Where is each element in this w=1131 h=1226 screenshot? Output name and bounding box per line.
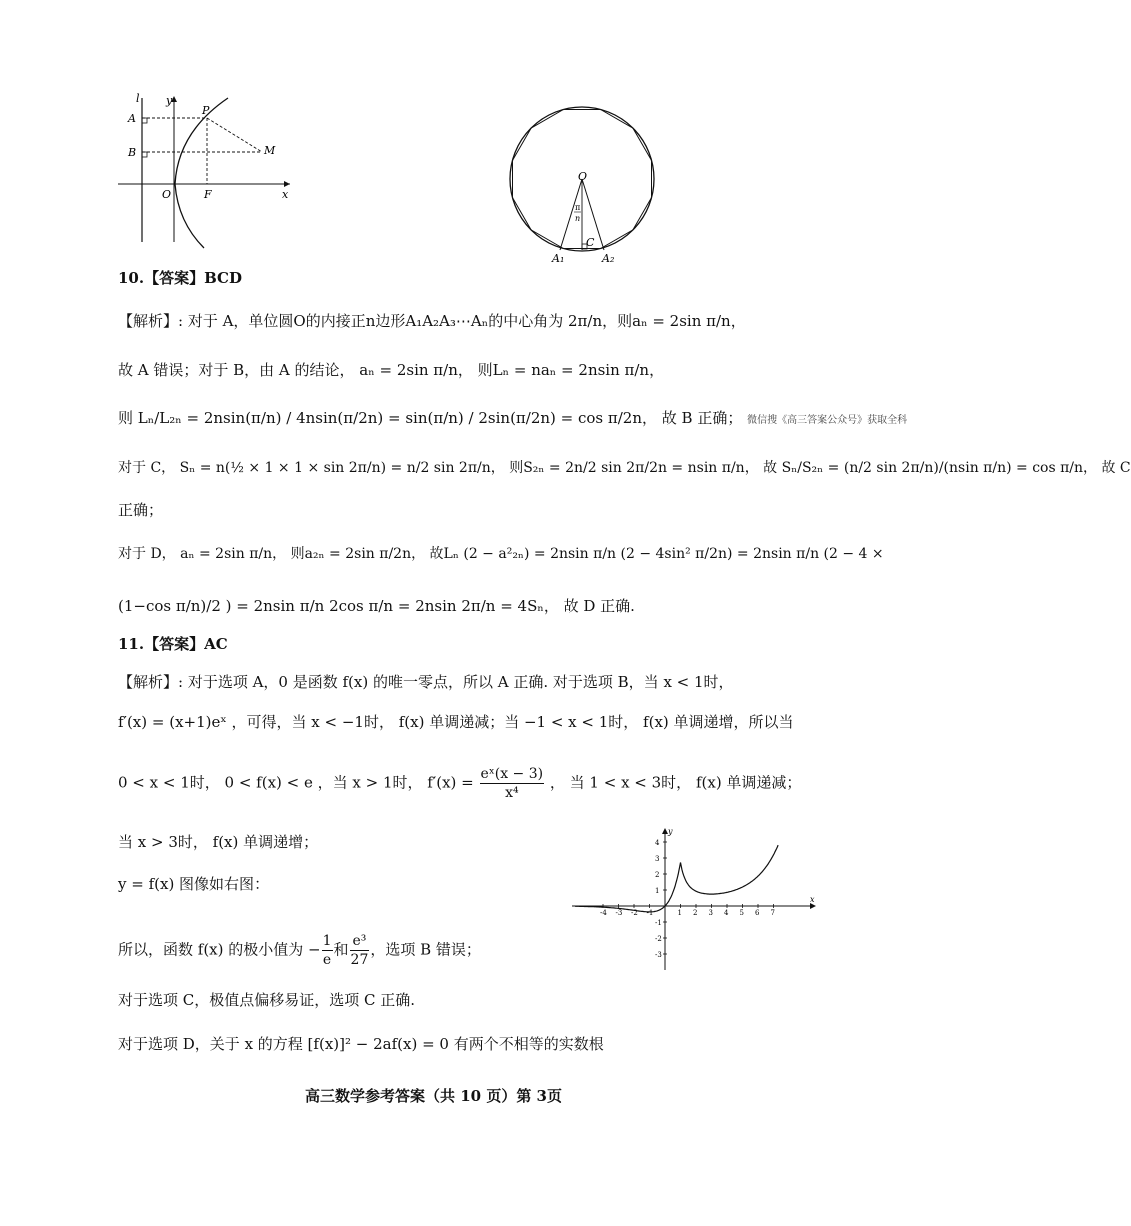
page-footer: 高三数学参考答案（共 10 页）第 3页 (305, 1087, 562, 1105)
frac1-num: 1 (322, 933, 332, 949)
q11-line-1: 【解析】: 对于选项 A，0 是函数 f(x) 的唯一零点，所以 A 正确. 对于选项 B，当 x < 1时， (118, 673, 734, 691)
label-P: P (202, 104, 210, 117)
label-y: y (166, 94, 173, 107)
q11-line-3b: ， 当 1 < x < 3时， f(x) 单调递减； (549, 773, 802, 792)
y-tick-label: 2 (655, 871, 660, 879)
q11-line-3a: 0 < x < 1时， 0 < f(x) < e ，当 x > 1时， f′(x) = (118, 773, 474, 792)
y-axis-label: y (668, 827, 673, 836)
q11-frac-numerator: eˣ(x − 3) (480, 766, 544, 782)
q10-line-1: 【解析】: 对于 A，单位圆O的内接正n边形A₁A₂A₃⋯Aₙ的中心角为 2π/n，则aₙ = 2sin π/n， (118, 312, 746, 330)
q11-fraction-e3-over-27 (350, 932, 370, 969)
q10-watermark-note: 微信搜《高三答案公众号》获取全科 (747, 415, 908, 426)
q11-and: 和 (333, 940, 349, 959)
q11-line-4: 当 x > 3时， f(x) 单调递增； (118, 833, 319, 851)
label-A1: A₁ (552, 252, 565, 265)
q11-derivative-fraction (480, 765, 545, 802)
q10-heading: 10.【答案】BCD (118, 269, 242, 287)
x-tick-label: 5 (739, 909, 744, 917)
q11-line-7: 对于选项 C，极值点偏移易证，选项 C 正确. (118, 991, 416, 1009)
y-tick-label: 4 (655, 839, 660, 847)
function-curve (575, 845, 778, 912)
q11-line-6b: ，选项 B 错误； (370, 940, 481, 959)
q10-line-5: 正确； (118, 501, 164, 519)
y-tick-label: 3 (655, 855, 660, 863)
function-graph (572, 826, 818, 972)
label-C: C (586, 236, 595, 249)
parabola-figure (118, 92, 298, 252)
q11-line-6 (118, 932, 481, 969)
label-O: O (578, 170, 588, 183)
label-F: F (204, 188, 212, 201)
q11-frac-denominator: x⁴ (505, 785, 519, 801)
y-tick-label: -3 (655, 951, 662, 959)
q11-line-5: y = f(x) 图像如右图： (118, 875, 270, 893)
q11-line-6a: 所以，函数 f(x) 的极小值为 − (118, 940, 321, 959)
x-tick-label: 3 (708, 909, 713, 917)
label-angle-num: π (575, 203, 581, 212)
y-tick-label: 1 (655, 887, 660, 895)
label-M: M (264, 144, 276, 157)
x-tick-label: 6 (755, 909, 760, 917)
y-tick-label: -1 (655, 919, 662, 927)
x-tick-label: -2 (631, 909, 638, 917)
label-l: l (136, 92, 140, 105)
q10-line-7: (1−cos π/n)/2 ) = 2nsin π/n 2cos π/n = 2nsin 2π/n = 4Sₙ， 故 D 正确. (118, 597, 635, 615)
q10-line-4: 对于 C， Sₙ = n(½ × 1 × 1 × sin 2π/n) = n/2 sin 2π/n， 则S₂ₙ = 2n/2 sin 2π/2n = nsin π/n， 故 Sₙ/S₂ₙ = (n/2 sin 2π/n)/(nsin π/n) = cos π/n， 故 C (118, 460, 1131, 476)
x-tick-label: 1 (677, 909, 682, 917)
q11-line-3 (118, 765, 801, 802)
label-A2: A₂ (602, 252, 615, 265)
polygon-figure (504, 100, 670, 266)
q10-line-2: 故 A 错误；对于 B，由 A 的结论， aₙ = 2sin π/n， 则Lₙ = naₙ = 2nsin π/n， (118, 361, 665, 379)
label-A: A (128, 112, 136, 125)
x-tick-label: 2 (693, 909, 698, 917)
frac2-den: 27 (350, 952, 369, 968)
q11-fraction-1-over-e (322, 932, 333, 969)
label-B: B (128, 146, 137, 159)
x-tick-label: 7 (770, 909, 775, 917)
q11-line-2: f′(x) = (x+1)eˣ ，可得，当 x < −1时， f(x) 单调递减；当 −1 < x < 1时， f(x) 单调递增，所以当 (118, 713, 794, 731)
label-O: O (162, 188, 172, 201)
label-angle-den: n (575, 214, 581, 223)
x-tick-label: -3 (615, 909, 623, 917)
x-tick-label: -4 (600, 909, 607, 917)
q11-heading: 11.【答案】AC (118, 635, 228, 653)
y-tick-label: -2 (655, 935, 662, 943)
x-axis-label: x (810, 895, 815, 904)
q10-line-3 (118, 408, 907, 431)
x-tick-label: -1 (646, 909, 654, 917)
q11-line-8: 对于选项 D，关于 x 的方程 [f(x)]² − 2af(x) = 0 有两个不相等的实数根 (118, 1035, 604, 1053)
q10-line-6: 对于 D， aₙ = 2sin π/n， 则a₂ₙ = 2sin π/2n， 故Lₙ (2 − a²₂ₙ) = 2nsin π/n (2 − 4sin² π/2n) = 2nsin π/n (2 − 4 × (118, 546, 884, 562)
q10-line-3-text: 则 Lₙ/L₂ₙ = 2nsin(π/n) / 4nsin(π/2n) = sin(π/n) / 2sin(π/2n) = cos π/2n， 故 B 正确； (118, 409, 743, 427)
frac1-den: e (322, 952, 332, 968)
x-tick-label: 4 (724, 909, 729, 917)
frac2-num: e³ (350, 932, 370, 951)
label-x: x (282, 188, 289, 201)
